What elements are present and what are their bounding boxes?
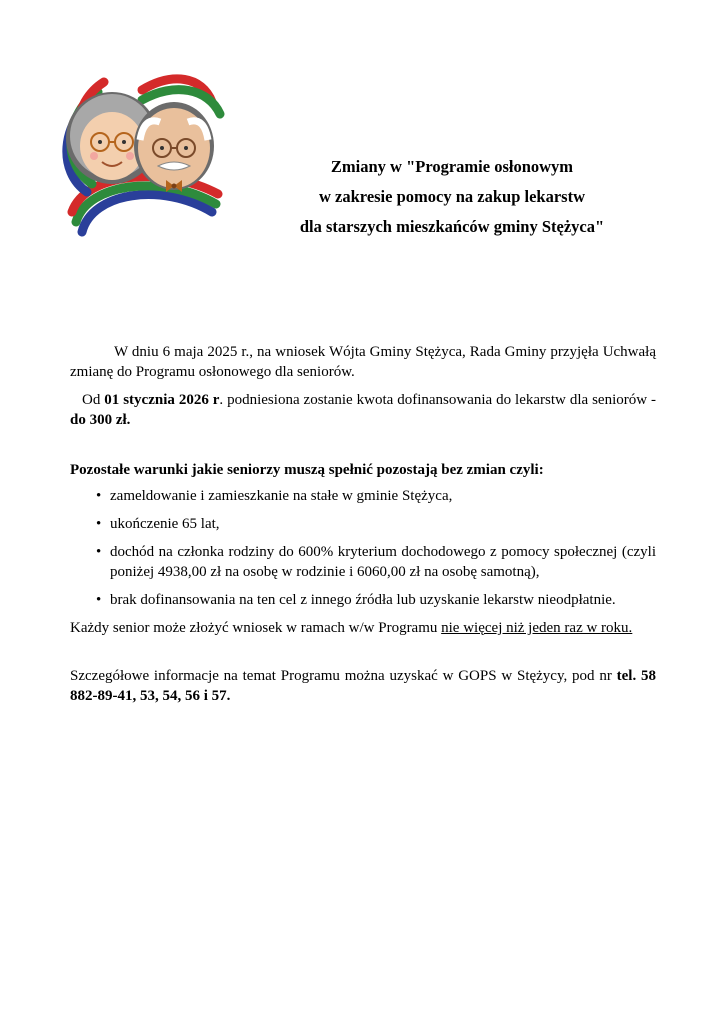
list-item: • dochód na członka rodziny do 600% kryterium dochodowego z pomocy społecznej (czyli poniżej 4938,00 zł na osobę w rodzinie i 6060,00 zł na osobę samotną), <box>96 544 656 580</box>
bullet-icon: • <box>96 544 102 560</box>
change-amount: do 300 zł. <box>70 412 131 428</box>
requirements-heading: Pozostałe warunki jakie seniorzy muszą spełnić pozostają bez zmian czyli: <box>70 462 544 478</box>
list-item: • zameldowanie i zamieszkanie na stałe w gminie Stężyca, <box>96 488 453 504</box>
change-prefix: Od <box>82 392 105 408</box>
bullet-icon: • <box>96 516 102 532</box>
frequency-text: Każdy senior może złożyć wniosek w ramach w/w Programu <box>70 620 442 636</box>
title-line-3: dla starszych mieszkańców gminy Stężyca" <box>299 217 605 236</box>
bullet-icon: • <box>96 592 102 608</box>
document-body <box>70 342 656 706</box>
contact-paragraph <box>70 666 656 706</box>
bullet-icon: • <box>96 488 102 504</box>
change-paragraph <box>70 390 656 430</box>
intro-paragraph: W dniu 6 maja 2025 r., na wniosek Wójta Gminy Stężyca, Rada Gminy przyjęła Uchwałą zmianę do Programu osłonowego dla seniorów. <box>70 344 656 380</box>
title-line-2: w zakresie pomocy na zakup lekarstw <box>319 187 585 206</box>
contact-phone: tel. 58 882-89-41, 53, 54, 56 i 57. <box>70 668 656 704</box>
change-date: 01 stycznia 2026 r <box>104 392 220 408</box>
requirements-list <box>70 486 656 610</box>
seniors-logo <box>52 62 234 248</box>
document-title <box>262 152 642 242</box>
list-item: • brak dofinansowania na ten cel z innego źródła lub uzyskanie lekarstw nieodpłatnie. <box>96 592 616 608</box>
list-item: • ukończenie 65 lat, <box>96 516 220 532</box>
frequency-paragraph <box>70 618 656 638</box>
change-middle: . podniesiona zostanie kwota dofinansowania do lekarstw dla seniorów - <box>219 392 656 408</box>
contact-text: Szczegółowe informacje na temat Programu można uzyskać w GOPS w Stężycy, pod nr <box>70 668 617 684</box>
frequency-limit: nie więcej niż jeden raz w roku. <box>441 620 633 636</box>
title-line-1: Zmiany w "Programie osłonowym <box>330 157 574 176</box>
